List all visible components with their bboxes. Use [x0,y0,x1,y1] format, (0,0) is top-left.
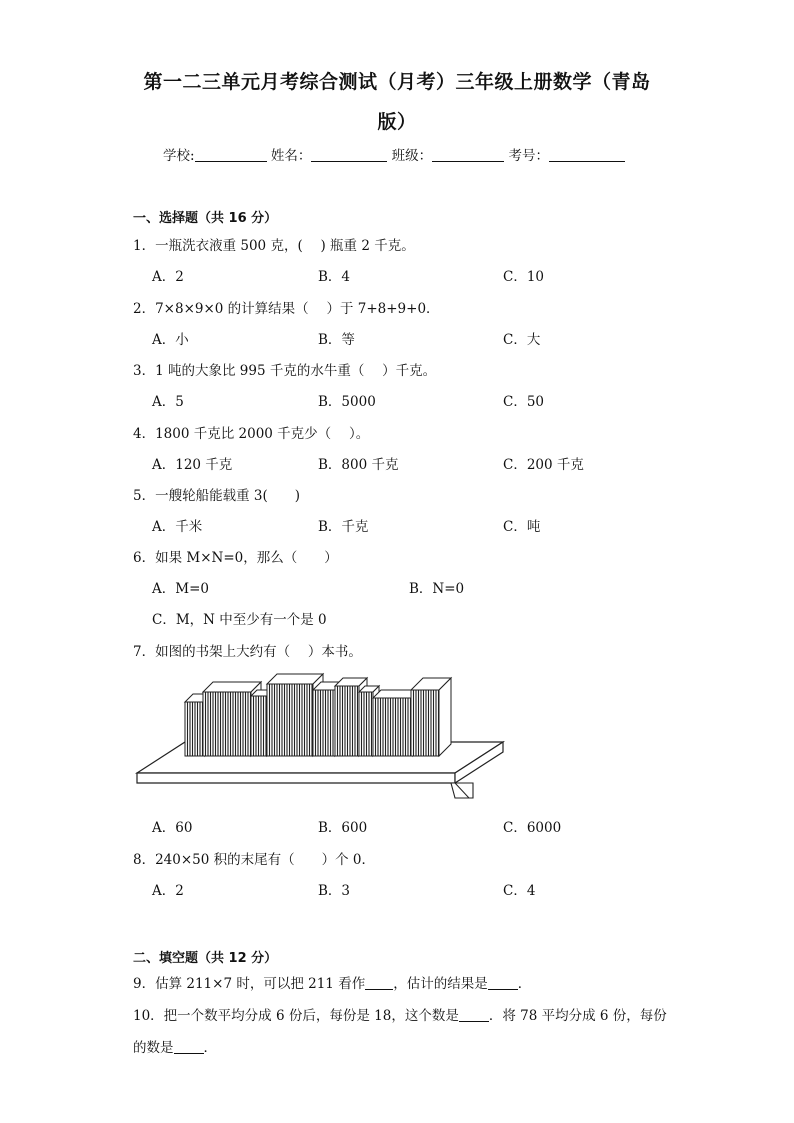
q7-option-c[interactable]: C．6000 [503,820,562,836]
question-1: 1．一瓶洗衣液重 500 克，( ) 瓶重 2 千克。 [133,238,415,254]
bookshelf-image [133,668,513,804]
question-6: 6．如果 M×N=0，那么（ ） [133,550,338,566]
q9-blank-1[interactable] [365,977,393,990]
q10-text-d: ． [203,1040,217,1056]
book-group-side [439,678,451,756]
q10-text-b: ．将 78 平均分成 6 份，每份 [488,1008,667,1024]
question-10-line-1 [133,1004,667,1024]
q2-option-b[interactable]: B．等 [318,332,355,348]
title-line-1: 第一二三单元月考综合测试（月考）三年级上册数学（青岛 [143,71,651,93]
q9-text-b: ，估计的结果是 [393,976,488,992]
q9-blank-2[interactable] [488,977,518,990]
number-field[interactable] [549,147,625,162]
q6-option-b[interactable]: B．N=0 [409,581,465,597]
student-info-row [163,144,625,164]
class-label: 班级： [391,148,433,164]
q6-option-c[interactable]: C．M，N 中至少有一个是 0 [152,612,327,628]
q10-text-a: 10．把一个数平均分成 6 份后，每份是 18，这个数是 [133,1008,459,1024]
section-heading-fill: 二、填空题（共 12 分） [133,951,278,966]
q2-option-c[interactable]: C．大 [503,332,541,348]
q2-option-a[interactable]: A．小 [152,332,189,348]
book-group-front [313,690,335,756]
name-field[interactable] [311,147,387,162]
q6-option-a[interactable]: A．M=0 [152,581,209,597]
number-label: 考号： [508,148,549,164]
school-field[interactable] [195,147,267,162]
q10-blank-2[interactable] [174,1041,204,1054]
question-4: 4．1800 千克比 2000 千克少（ ）。 [133,426,370,442]
q3-option-a[interactable]: A．5 [152,394,184,410]
q3-option-c[interactable]: C．50 [503,394,545,410]
q4-option-c[interactable]: C．200 千克 [503,457,584,473]
q5-option-b[interactable]: B．千克 [318,519,369,535]
q4-option-a[interactable]: A．120 千克 [152,457,233,473]
book-group-front [411,690,439,756]
q7-option-a[interactable]: A．60 [152,820,193,836]
q9-text-c: ． [517,976,532,992]
question-8: 8．240×50 积的末尾有（ ）个 0． [133,852,376,868]
page-title [120,62,674,142]
question-7: 7．如图的书架上大约有（ ）本书。 [133,644,362,660]
question-5: 5．一艘轮船能载重 3( ) [133,488,301,504]
q8-option-a[interactable]: A．2 [152,883,184,899]
q9-text-a: 9．估算 211×7 时，可以把 211 看作 [133,976,366,992]
q3-option-b[interactable]: B．5000 [318,394,376,410]
school-label: 学校: [163,148,195,164]
q10-blank-1[interactable] [459,1009,489,1022]
q8-option-c[interactable]: C．4 [503,883,536,899]
title-line-2: 版） [377,111,417,133]
q1-option-c[interactable]: C．10 [503,269,545,285]
section-heading-choice: 一、选择题（共 16 分） [133,211,278,226]
question-9 [133,972,531,992]
q1-option-a[interactable]: A．2 [152,269,184,285]
question-3: 3．1 吨的大象比 995 千克的水牛重（ ）千克。 [133,363,437,379]
question-2: 2．7×8×9×0 的计算结果（ ）于 7+8+9+0． [133,301,440,317]
q4-option-b[interactable]: B．800 千克 [318,457,399,473]
question-10-line-2 [133,1036,217,1056]
q8-option-b[interactable]: B．3 [318,883,351,899]
q5-option-a[interactable]: A．千米 [152,519,203,535]
bookshelf-figure [133,668,513,808]
class-field[interactable] [432,147,504,162]
name-label: 姓名： [270,148,312,164]
q5-option-c[interactable]: C．吨 [503,519,541,535]
q1-option-b[interactable]: B．4 [318,269,351,285]
q10-text-c: 的数是 [133,1040,174,1056]
q7-option-b[interactable]: B．600 [318,820,368,836]
